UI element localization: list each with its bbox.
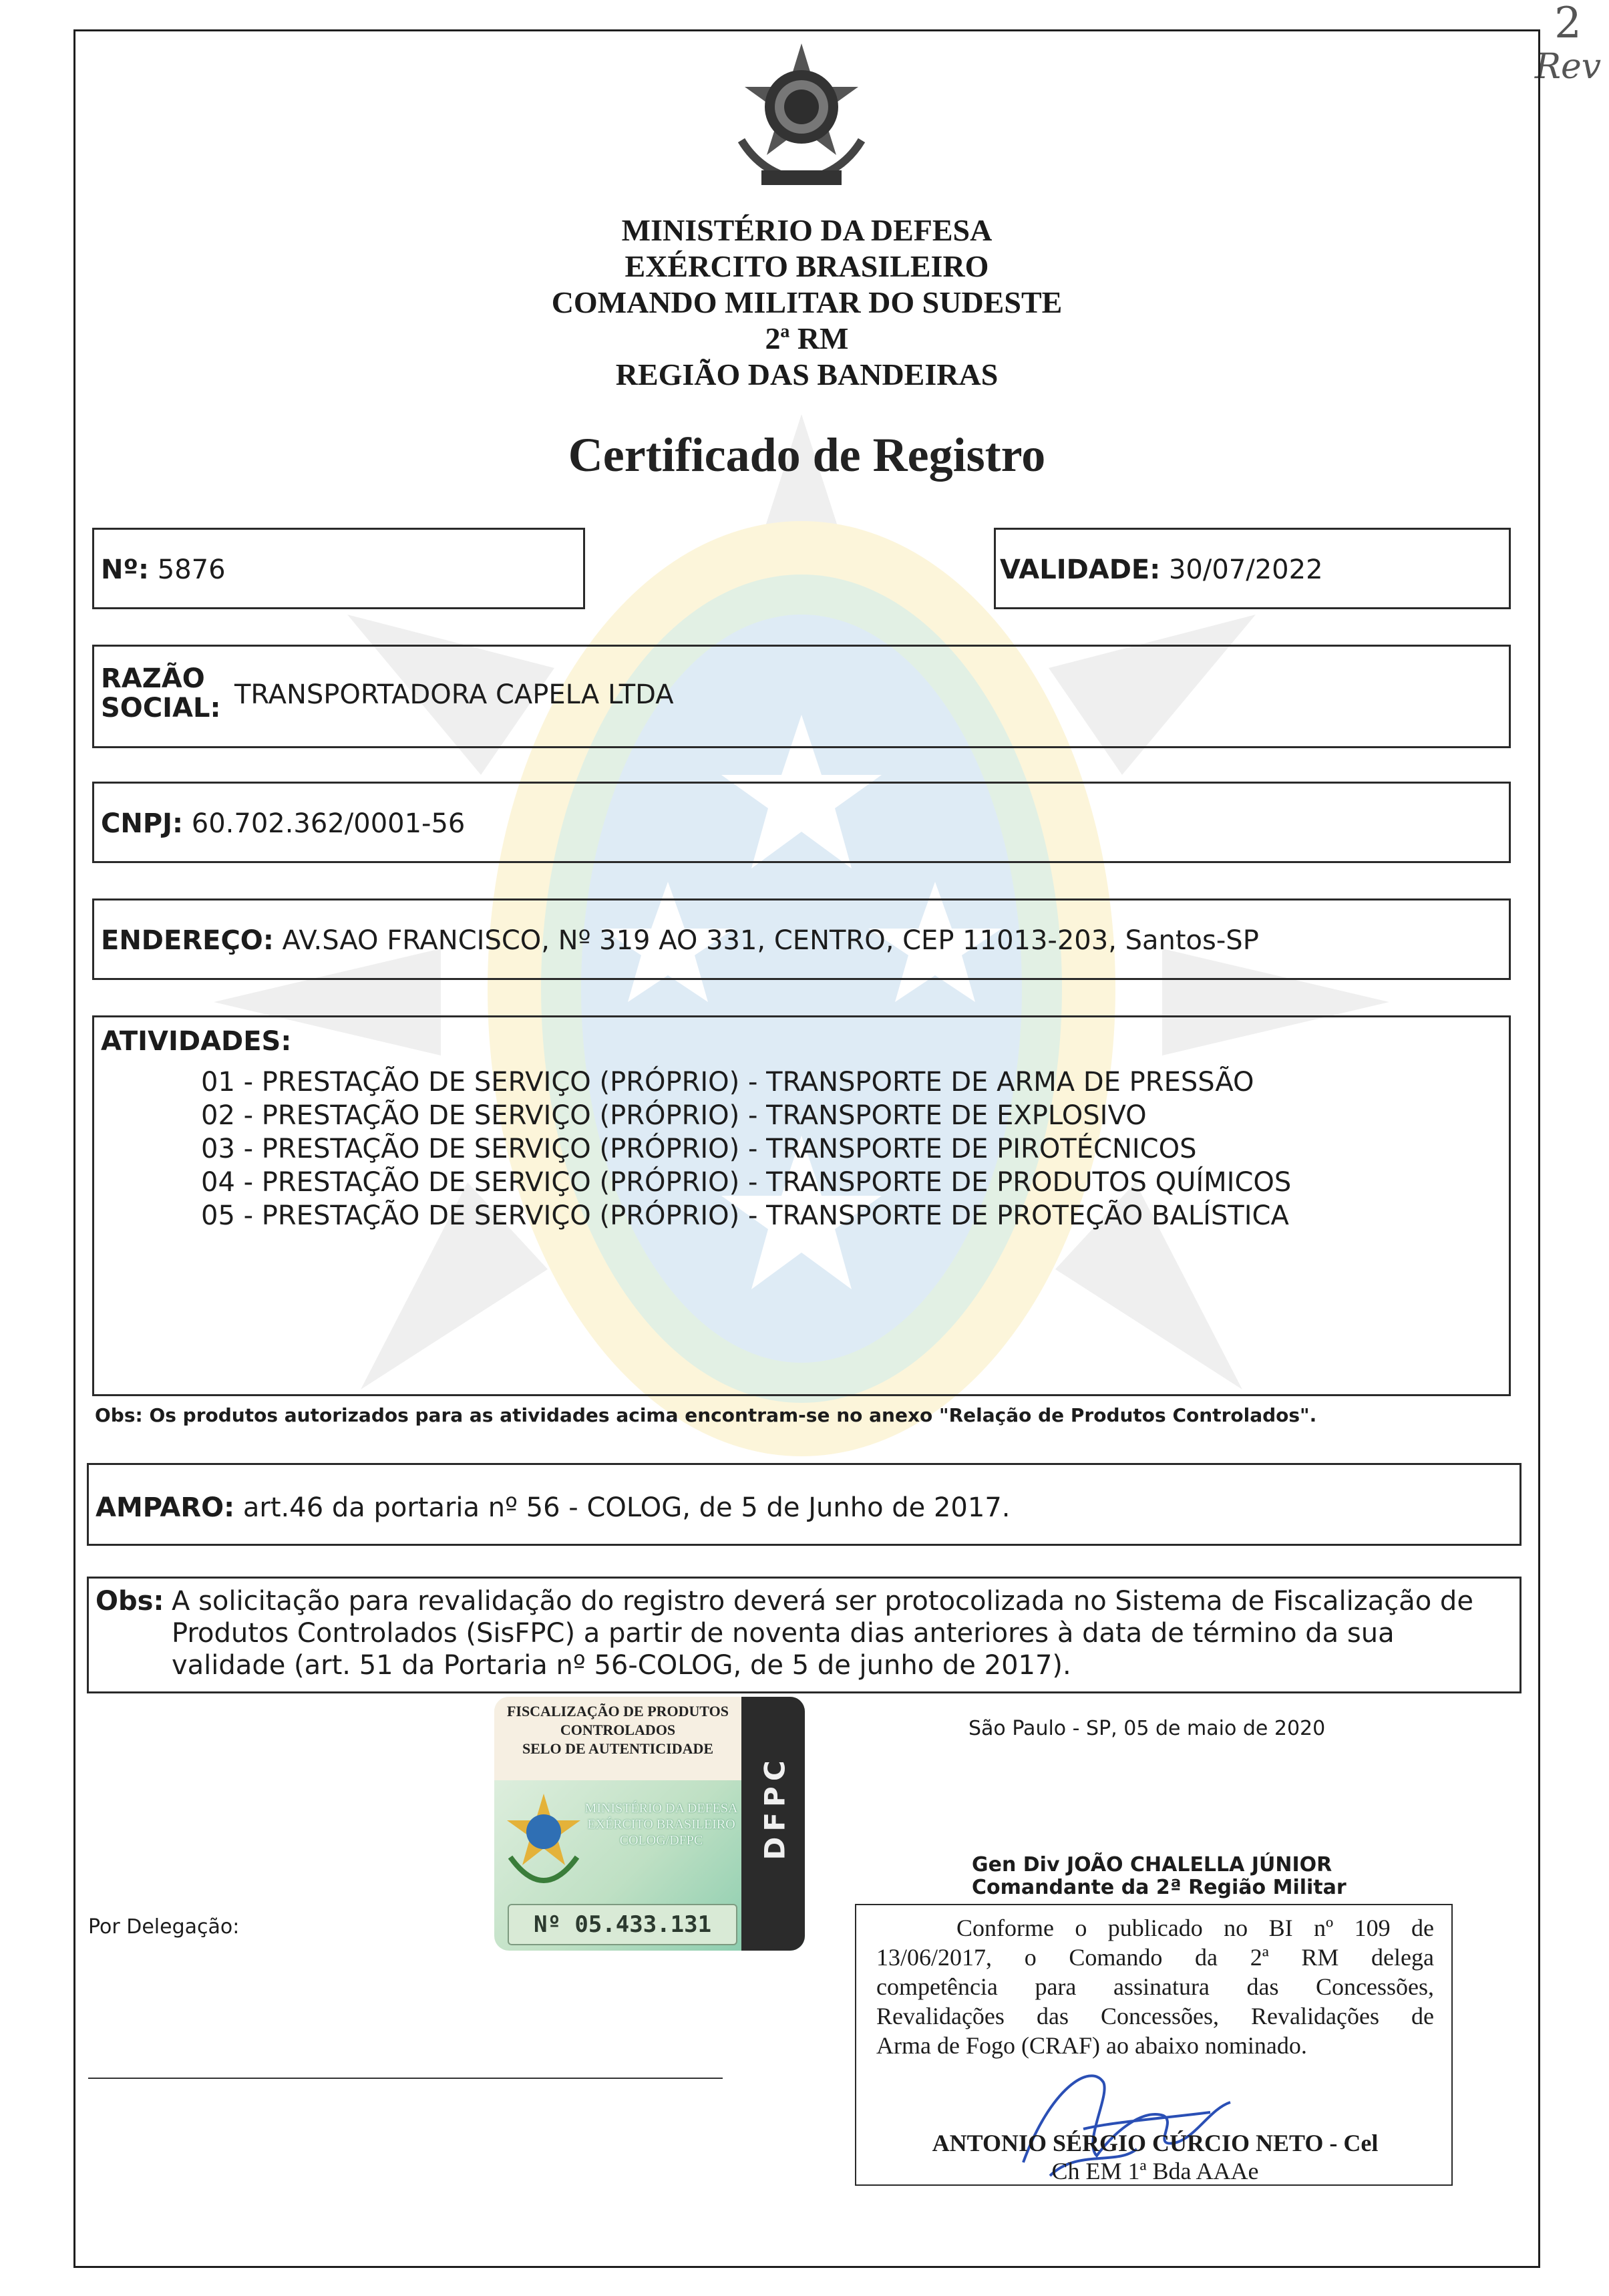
registration-number-label: Nº: [101,554,150,585]
validity-label: VALIDADE: [1000,554,1161,585]
delegation-line3: competência para assinatura das Concessões, [876,1973,1434,2000]
activities-list [201,1065,1291,1233]
delegation-label: Por Delegação: [88,1915,240,1939]
company-name-value: TRANSPORTADORA CAPELA LTDA [234,679,674,710]
header-line-ministry: MINISTÉRIO DA DEFESA [621,213,993,247]
delegation-line2: 13/06/2017, o Comando da 2ª RM delega [876,1944,1434,1971]
list-item: 03 - PRESTAÇÃO DE SERVIÇO (PRÓPRIO) - TRANSPORTE DE PIROTÉCNICOS [201,1134,1197,1164]
cnpj-box [92,782,1511,863]
revalidation-note-line1: A solicitação para revalidação do registro deverá ser protocolizada no Sistema de Fiscalização de [172,1586,1473,1617]
header-line-army: EXÉRCITO BRASILEIRO [624,249,989,283]
legal-basis-label: AMPARO: [96,1492,235,1523]
seal-text-line5: EXÉRCITO BRASILEIRO [587,1817,735,1832]
corner-note-number: 2 [1554,0,1582,48]
products-note: Obs: Os produtos autorizados para as atividades acima encontram-se no anexo "Relação de Produtos Controlados". [95,1404,1317,1426]
legal-basis-box [87,1463,1522,1546]
header-line-command: COMANDO MILITAR DO SUDESTE [551,285,1063,319]
seal-text-line2: CONTROLADOS [560,1721,676,1738]
delegation-text [876,1913,1434,2060]
list-item: 04 - PRESTAÇÃO DE SERVIÇO (PRÓPRIO) - TRANSPORTE DE PRODUTOS QUÍMICOS [201,1167,1292,1198]
issuer-header [73,212,1540,393]
corner-note-text: Rev [1534,47,1602,87]
seal-emblem-icon [504,1790,584,1884]
company-name-label-line2: SOCIAL: [101,693,221,723]
legal-basis-value: art.46 da portaria nº 56 - COLOG, de 5 de Junho de 2017. [242,1492,1011,1523]
delegation-line1: Conforme o publicado no BI nº 109 de [956,1915,1434,1941]
coat-of-arms-icon [721,40,882,194]
list-item: 05 - PRESTAÇÃO DE SERVIÇO (PRÓPRIO) - TRANSPORTE DE PROTEÇÃO BALÍSTICA [201,1200,1289,1231]
registration-number-box [92,528,585,609]
signatory-block [972,1854,1347,1899]
authenticity-seal [494,1697,805,1951]
signatory-name: Gen Div JOÃO CHALELLA JÚNIOR [972,1853,1332,1876]
delegation-line5: Arma de Fogo (CRAF) ao abaixo nominado. [876,2032,1307,2059]
seal-serial-number: Nº 05.433.131 [508,1904,737,1945]
corner-handwritten-note [1530,0,1606,120]
revalidation-note-text [172,1585,1514,1681]
seal-issuer-text [581,1800,741,1848]
document-title: Certificado de Registro [568,428,1046,482]
revalidation-note-box [87,1577,1522,1693]
place-and-date: São Paulo - SP, 05 de maio de 2020 [968,1717,1326,1740]
header-line-region: 2ª RM [765,321,849,355]
cnpj-label: CNPJ: [101,808,184,839]
seal-text-line1: FISCALIZAÇÃO DE PRODUTOS [506,1703,729,1719]
delegation-box [855,1904,1453,2186]
header-line-bandeiras: REGIÃO DAS BANDEIRAS [615,357,999,391]
signature-line [88,2078,723,2079]
seal-text-line6: COLOG/DFPC [619,1833,703,1848]
cnpj-value: 60.702.362/0001-56 [191,808,466,839]
seal-text-line3: SELO DE AUTENTICIDADE [522,1740,714,1757]
revalidation-note-label: Obs: [96,1586,164,1617]
revalidation-note-line3: validade (art. 51 da Portaria nº 56-COLOG, de 5 de junho de 2017). [172,1650,1071,1681]
revalidation-note-line2: Produtos Controlados (SisFPC) a partir de noventa dias anteriores à data de término da sua [172,1618,1395,1649]
registration-number-value: 5876 [157,554,226,585]
seal-side-text: DFPC [758,1755,791,1860]
validity-box [994,528,1511,609]
list-item: 02 - PRESTAÇÃO DE SERVIÇO (PRÓPRIO) - TRANSPORTE DE EXPLOSIVO [201,1100,1147,1131]
company-name-label-line1: RAZÃO [101,663,205,694]
delegation-signer-name: ANTONIO SÉRGIO CÚRCIO NETO - Cel [932,2130,1379,2156]
address-value: AV.SAO FRANCISCO, Nº 319 AO 331, CENTRO, CEP 11013-203, Santos-SP [282,925,1259,956]
activities-box [92,1015,1511,1396]
delegation-line4: Revalidações das Concessões, Revalidações de [876,2003,1434,2029]
activities-label: ATIVIDADES: [101,1026,292,1057]
validity-value: 30/07/2022 [1168,554,1323,585]
seal-header-text [494,1702,741,1758]
delegation-signer-role: Ch EM 1ª Bda AAAe [1051,2158,1259,2184]
address-label: ENDEREÇO: [101,925,274,956]
company-name-label [101,664,221,723]
delegation-signer [856,2129,1454,2185]
signatory-role: Comandante da 2ª Região Militar [972,1876,1347,1899]
company-name-box [92,645,1511,748]
address-box [92,898,1511,980]
list-item: 01 - PRESTAÇÃO DE SERVIÇO (PRÓPRIO) - TRANSPORTE DE ARMA DE PRESSÃO [201,1067,1254,1098]
seal-text-line4: MINISTÉRIO DA DEFESA [584,1801,738,1816]
